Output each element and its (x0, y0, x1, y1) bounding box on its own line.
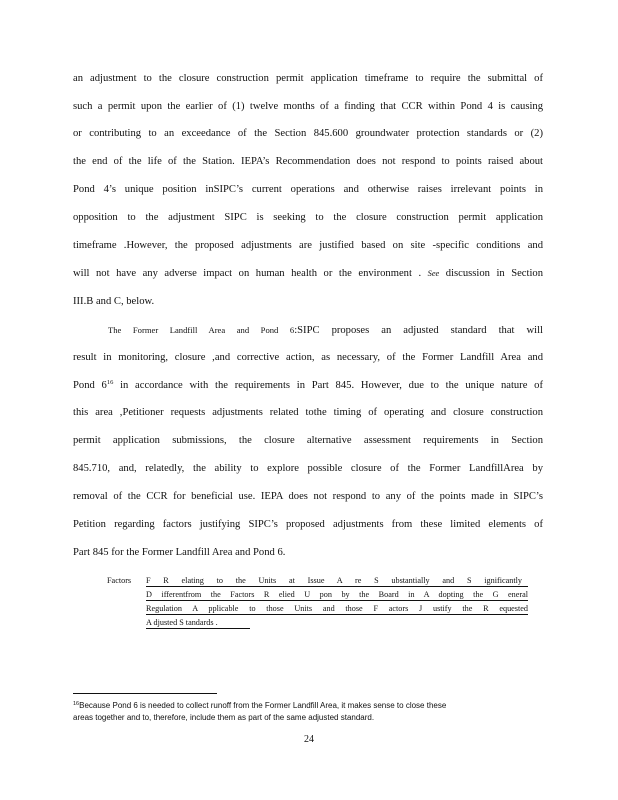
body-line: this area ,Petitioner requests adjustments related tothe timing of operating and closure construction (73, 407, 543, 418)
heading-underline (146, 600, 528, 601)
body-text: :SIPC proposes an adjusted standard that will (294, 325, 543, 336)
body-line: or contributing to an exceedance of the Section 845.600 groundwater protection standards or (2) (73, 128, 543, 139)
body-line: Pond 4’s unique position inSIPC’s current operations and otherwise raises irrelevant points in (73, 184, 543, 195)
body-line: III.B and C, below. (73, 296, 155, 307)
body-line: such a permit upon the earlier of (1) twelve months of a finding that CCR within Pond 4 is causing (73, 101, 543, 112)
body-line (73, 267, 543, 281)
section-heading-line: F R elating to the Units at Issue A re S ubstantially and S ignificantly (146, 576, 522, 585)
body-text: will not have any adverse impact on human health or the environment . (73, 268, 422, 279)
footnote-number: 16 (73, 701, 80, 707)
body-line: opposition to the adjustment SIPC is seeking to the closure construction permit application (73, 212, 543, 223)
paragraph-heading: The Former Landfill Area and Pond 6 (108, 325, 295, 335)
footnote-reference[interactable]: 16 (106, 379, 114, 386)
heading-underline (146, 628, 250, 629)
section-heading-line: Regulation A pplicable to those Units and those F actors J ustify the R equested (146, 604, 528, 613)
body-text: discussion in Section (439, 268, 543, 279)
body-line: 845.710, and, relatedly, the ability to explore possible closure of the Former LandfillArea by (73, 463, 543, 474)
body-line (108, 323, 543, 338)
body-line: removal of the CCR for beneficial use. IEPA does not respond to any of the points made in SIPC’s (73, 491, 543, 502)
body-line: result in monitoring, closure ,and corrective action, as necessary, of the Former Landfill Area and (73, 352, 543, 363)
body-line: Petition regarding factors justifying SIPC’s proposed adjustments from these limited elements of (73, 519, 543, 530)
body-line: the end of the life of the Station. IEPA’s Recommendation does not respond to points raised about (73, 156, 543, 167)
body-line: timeframe .However, the proposed adjustments are justified based on site -specific conditions and (73, 240, 543, 251)
heading-underline (146, 614, 528, 615)
body-text: in accordance with the requirements in Part 845. However, due to the unique nature of (113, 380, 543, 391)
body-line: permit application submissions, the closure alternative assessment requirements in Section (73, 435, 543, 446)
heading-underline (146, 586, 528, 587)
page-number: 24 (304, 734, 314, 745)
footnote-line: areas together and to, therefore, include them as part of the same adjusted standard. (73, 713, 375, 722)
body-line: Part 845 for the Former Landfill Area and Pond 6. (73, 547, 286, 558)
footnote-text: Because Pond 6 is needed to collect runoff from the Former Landfill Area, it makes sense to close these (79, 701, 447, 710)
section-heading-line: A djusted S tandards . (146, 618, 218, 627)
see-signal: See (427, 269, 440, 278)
footnote-line (73, 700, 503, 712)
body-line: an adjustment to the closure construction permit application timeframe to require the submittal of (73, 73, 543, 84)
body-text: Pond 6 (73, 380, 107, 391)
body-line (73, 379, 543, 393)
section-heading-label: Factors (107, 576, 132, 585)
section-heading-line: D ifferentfrom the Factors R elied U pon by the Board in A dopting the G eneral (146, 590, 528, 599)
footnote-separator (73, 693, 217, 694)
